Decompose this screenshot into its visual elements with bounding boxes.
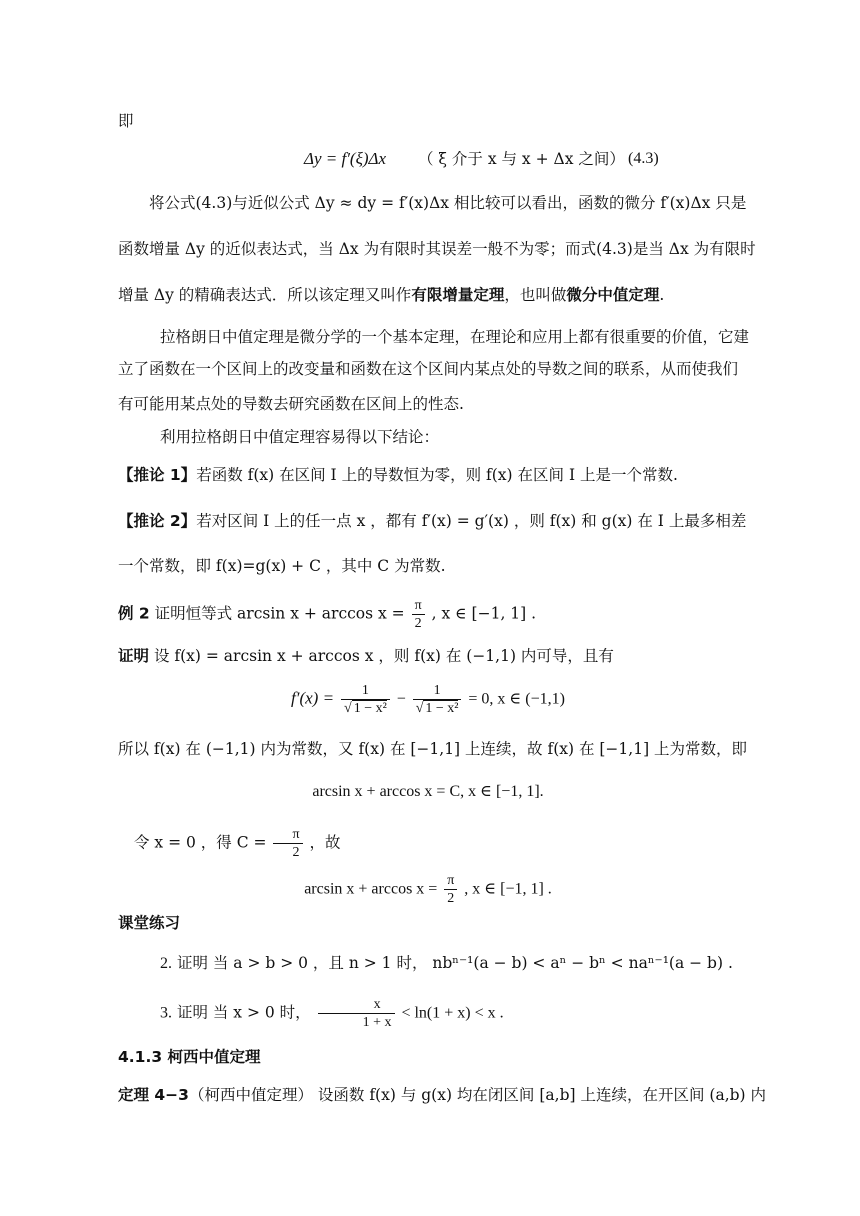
paragraph-line: 有可能用某点处的导数去研究函数在区间上的性态. [118,395,464,413]
example-tail: , x ∈ [−1, 1] . [431,604,537,623]
corollary-label: 【推论 2】 [118,512,197,530]
paragraph-line: 立了函数在一个区间上的改变量和函数在这个区间内某点处的导数之间的联系，从而使我们 [118,360,739,378]
derivative-equation [118,682,738,717]
eq-lhs: f′(x) = [291,688,335,708]
text: . [659,286,665,304]
paragraph-line: 将公式(4.3)与近似公式 Δy ≈ dy = f′(x)Δx 相比较可以看出，函数的微分 f′(x)Δx 只是 [149,194,747,212]
fraction: $\frac{1}{\text{√ 1 − x²}}$ [413,682,462,717]
fraction: $\frac{x}{1 + x}$ [318,996,395,1031]
exercise-3 [118,996,738,1031]
corollary-text: 若对区间 I 上的任一点 x ，都有 f′(x) = g′(x) ，则 f(x) 和 g(x) 在 I 上最多相差 [196,512,747,530]
corollary-label: 【推论 1】 [118,466,197,484]
corollary-2 [118,510,747,532]
proof-label: 证明 [118,647,150,665]
equation: arcsin x + arccos x = C, x ∈ [−1, 1]. [312,783,544,800]
text: ，故 [309,833,341,852]
exercise-text: 证明 当 a > b > 0 ，且 n > 1 时， nbⁿ⁻¹(a − b) < aⁿ − bⁿ < naⁿ⁻¹(a − b) . [176,954,733,972]
fraction: $\frac{\pi}{2}$ [273,826,302,861]
exercise-text: 证明 当 x > 0 时， [176,1003,311,1022]
fraction: $\frac{\pi}{2}$ [444,872,457,907]
equation-number: (4.3) [628,150,659,167]
section-heading: 4.1.3 柯西中值定理 [118,1048,261,1066]
exercise-number: 3. [160,1004,172,1022]
corollary-text: 若函数 f(x) 在区间 I 上的导数恒为零，则 f(x) 在区间 I 上是一个常数. [196,466,678,484]
equation-tail: , x ∈ [−1, 1] . [464,880,552,898]
minus: − [396,690,406,708]
paragraph-line: 函数增量 Δy 的近似表达式，当 Δx 为有限时其误差一般不为零；而式(4.3)是当 Δx 为有限时 [118,240,756,258]
exercise-number: 2. [160,955,172,972]
paragraph-line: 拉格朗日中值定理是微分学的一个基本定理，在理论和应用上都有很重要的价值，它建 [160,328,750,346]
example-label: 例 2 [118,604,150,623]
bold-term: 有限增量定理 [411,286,505,304]
bold-term: 微分中值定理 [566,286,660,304]
exercise-2 [118,952,738,975]
text: ，也叫做 [504,286,567,304]
theorem-label: 定理 4−3 [118,1086,189,1104]
text: 增量 Δy 的精确表达式．所以该定理又叫作 [118,286,412,304]
fraction: $\frac{1}{\text{√ 1 − x²}}$ [341,682,390,717]
equation-pi [118,872,738,907]
equation-c [118,780,738,803]
example-2 [118,597,738,632]
corollary-1 [118,464,738,486]
paragraph-line [118,284,738,306]
paragraph-line: 所以 f(x) 在 (−1,1) 内为常数，又 f(x) 在 [−1,1] 上连续，故 f(x) 在 [−1,1] 上为常数，即 [118,740,748,758]
fraction: $\frac{\pi}{2}$ [412,597,425,632]
paragraph-line: 利用拉格朗日中值定理容易得以下结论： [160,428,440,446]
text-line: 即 [118,112,134,130]
equation: arcsin x + arccos x = [304,880,438,898]
theorem-4-3 [118,1084,767,1106]
equation: Δy = f′(ξ)Δx [304,149,387,168]
eq-tail: = 0, x ∈ (−1,1) [468,690,565,708]
practice-title: 课堂练习 [118,914,181,932]
paragraph-line: 一个常数，即 f(x)=g(x) + C ，其中 C 为常数. [118,557,446,575]
let-line [118,826,738,861]
theorem-text: （柯西中值定理） 设函数 f(x) 与 g(x) 均在闭区间 [a,b] 上连续，在开区间 (a,b) 内 [188,1086,767,1104]
proof-line [118,645,738,667]
equation-note: （ ξ 介于 x 与 x + Δx 之间） [418,150,625,168]
proof-text: 设 f(x) = arcsin x + arccos x ，则 f(x) 在 (−1,1) 内可导，且有 [153,647,614,665]
example-text: 证明恒等式 arcsin x + arccos x = [154,604,405,623]
exercise-tail: < ln(1 + x) < x . [401,1004,504,1022]
text: 令 x = 0 ，得 C = [134,833,267,852]
